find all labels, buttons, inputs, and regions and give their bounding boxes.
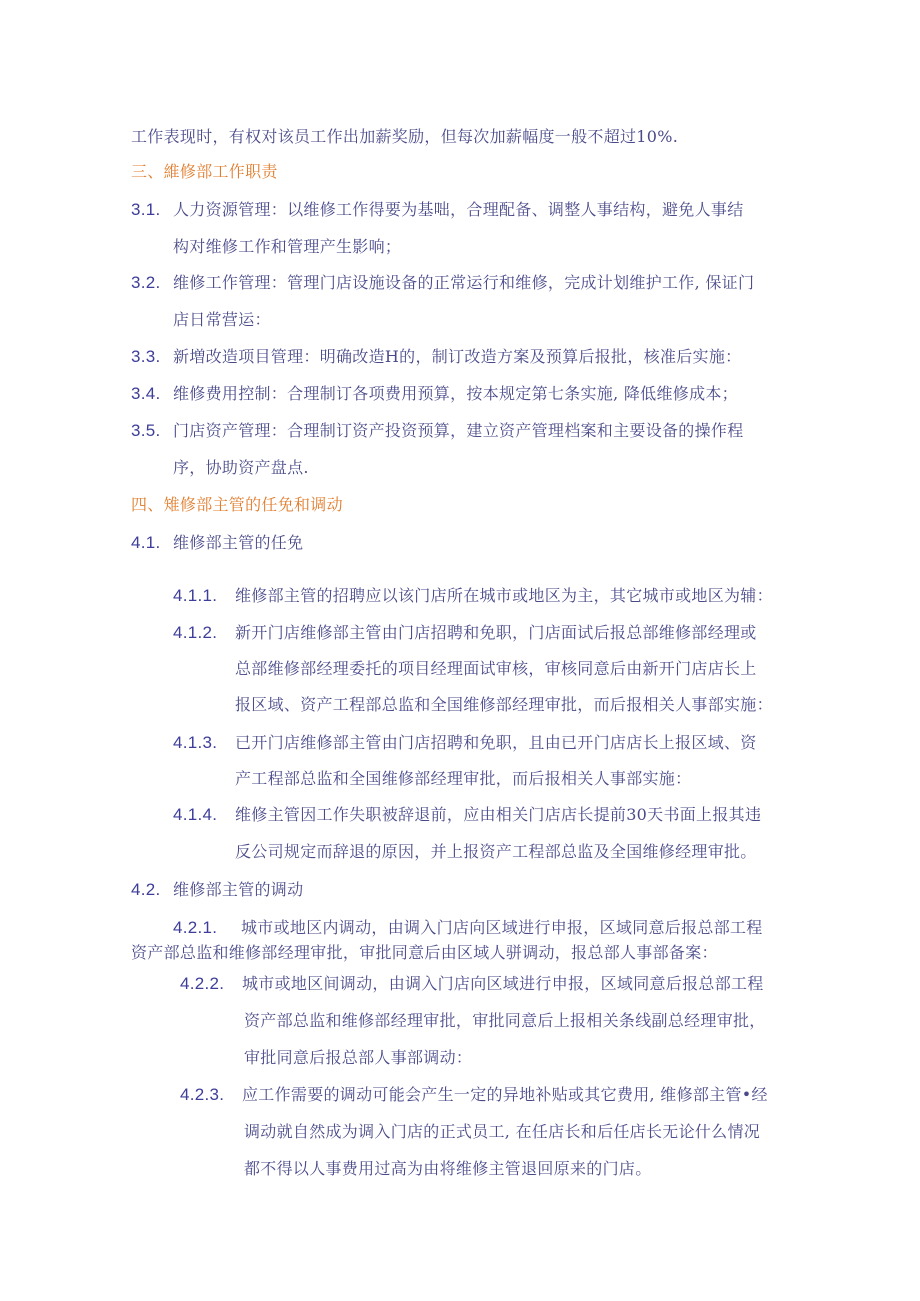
item-3-3 — [131, 346, 741, 368]
item-continuation: 都不得以人事费用过高为由将维修主管退回原来的门店。 — [244, 1159, 652, 1178]
item-4-1-3 — [173, 732, 757, 754]
item-text: 已开门店维修部主管由门店招聘和免职，且由已开门店店长上报区域、资 — [235, 733, 757, 752]
subsection-4-2 — [131, 879, 303, 901]
item-text: 维修部主管的任免 — [173, 533, 304, 552]
item-number: 3.2. — [131, 273, 161, 292]
item-continuation: 资产部总监和维修部经理审批，审批同意后由区域人骈调动，报总部人事部备案： — [131, 943, 718, 962]
item-4-2-1 — [173, 917, 763, 939]
item-continuation: 产工程部总监和全国维修部经理审批，而后报相关人事部实施： — [235, 769, 692, 788]
item-number: 4.2. — [131, 880, 161, 899]
item-number: 4.1.1. — [173, 586, 218, 605]
item-number: 4.2.2. — [180, 974, 225, 993]
subsection-4-1 — [131, 532, 303, 554]
item-number: 4.2.1. — [173, 918, 218, 937]
item-text: 新増改造项目管理：明确改造H的，制订改造方案及预算后报批，核准后实施： — [173, 347, 742, 366]
item-3-2 — [131, 272, 754, 294]
item-number: 4.1. — [131, 533, 161, 552]
item-number: 3.5. — [131, 421, 161, 440]
item-continuation: 报区域、资产工程部总监和全国维修部经理审批，而后报相关人事部实施： — [235, 695, 773, 714]
item-number: 4.1.3. — [173, 733, 218, 752]
item-text: 城市或地区内调动，由调入门店向区域进行申报，区域同意后报总部工程 — [241, 918, 763, 937]
item-number: 3.4. — [131, 384, 161, 403]
item-text: 维修费用控制：合理制订各项费用预算，按本规定第七条实施, 降低维修成本； — [173, 384, 738, 403]
item-text: 维修部主管的调动 — [173, 880, 304, 899]
item-3-1 — [131, 199, 744, 221]
item-text: 维修工作管理：管理门店设施设备的正常运行和维修，完成计划维护工作, 保证门 — [173, 273, 755, 292]
section-heading-4: 四、雉修部主管的任免和调动 — [131, 495, 343, 514]
item-text: 应工作需要的调动可能会产生一定的异地补贴或其它费用, 维修部主管•经 — [242, 1085, 768, 1104]
item-text: 城市或地区间调动，由调入门店向区域进行申报，区域同意后报总部工程 — [242, 974, 764, 993]
item-4-2-2 — [180, 973, 764, 995]
item-3-5 — [131, 420, 744, 442]
section-heading-3: 三、維修部工作职责 — [131, 162, 278, 181]
item-text: 门店资产管理：合理制订资产投资预算，建立资产管理档案和主要设备的操作程 — [173, 421, 744, 440]
item-text: 维修主管因工作失职被辞退前，应由相关门店店长提前30天书面上报其违 — [235, 805, 762, 824]
item-3-4 — [131, 383, 738, 405]
item-continuation: 调动就自然成为调入门店的正式员工, 在任店长和后任店长无论什么情况 — [244, 1122, 761, 1141]
item-continuation: 反公司规定而辞退的原因，并上报资产工程部总监及全国维修经理审批。 — [235, 842, 757, 861]
item-number: 4.1.4. — [173, 805, 218, 824]
item-4-1-2 — [173, 622, 757, 644]
item-4-2-3 — [180, 1084, 768, 1106]
item-number: 3.3. — [131, 347, 161, 366]
item-text: 维修部主管的招聘应以该门店所在城市或地区为主，其它城市或地区为辅： — [235, 586, 773, 605]
item-continuation: 资产部总监和维修部经理审批，审批同意后上报相关条线副总经理审批， — [244, 1011, 766, 1030]
item-4-1-4 — [173, 804, 761, 826]
item-number: 4.2.3. — [180, 1085, 225, 1104]
item-4-1-1 — [173, 585, 773, 607]
item-continuation: 序，协助资产盘点. — [173, 458, 309, 477]
item-continuation: 总部维修部经理委托的项目经理面试审核，审核同意后由新开门店店长上 — [235, 659, 757, 678]
paragraph-line: 工作表现时，有权对该员工作出加薪奖励，但每次加薪幅度一般不超过10%. — [131, 127, 679, 146]
item-text: 新开门店维修部主管由门店招聘和免职，门店面试后报总部维修部经理或 — [235, 623, 757, 642]
item-continuation: 构对维修工作和管理产生影响； — [173, 237, 402, 256]
item-text: 人力资源管理：以维修工作得要为基咄，合理配备、调整人事结构，避免人事结 — [173, 200, 744, 219]
item-number: 3.1. — [131, 200, 161, 219]
item-continuation: 审批同意后报总部人事部调动： — [244, 1048, 473, 1067]
item-continuation: 店日常营运： — [173, 310, 271, 329]
item-number: 4.1.2. — [173, 623, 218, 642]
